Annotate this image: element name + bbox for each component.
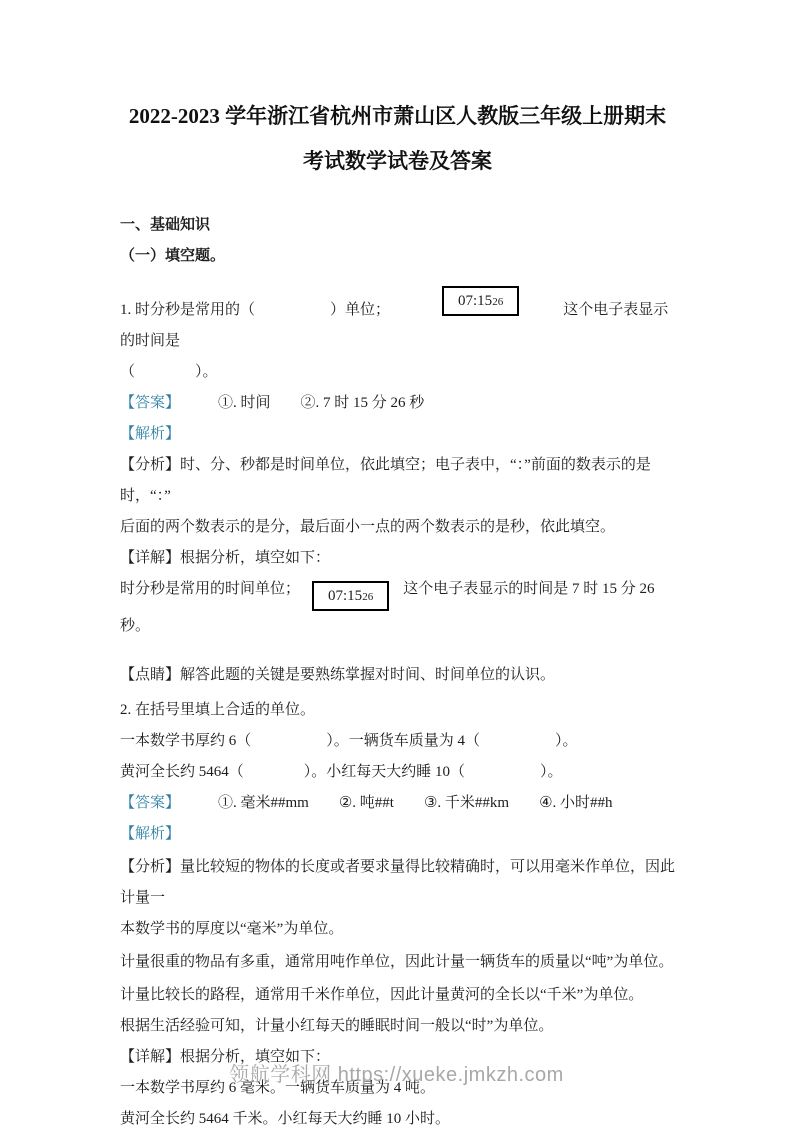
q2-detail-intro: 【详解】根据分析，填空如下：: [120, 1049, 331, 1065]
clock-time-2: 07:15: [328, 588, 363, 604]
site-watermark: 领航学科网 https://xueke.jmkzh.com: [229, 1064, 564, 1086]
q2-answer-item-4: ④. 小时##h: [539, 795, 613, 811]
document-title-line2: 考试数学试卷及答案: [303, 149, 492, 173]
q2-answer-item-3: ③. 千米##km: [423, 795, 510, 811]
q2-analysis-line2: 本数学书的厚度以“毫米”为单位。: [120, 921, 344, 937]
q1-stem-text-2: 这个电子表显示的时间是: [120, 302, 669, 349]
q2-analysis-line3: 计量很重的物品有多重，通常用吨作单位，因此计量一辆货车的质量以“吨”为单位。: [120, 954, 674, 970]
q1-analysis-line2: 后面的两个数表示的是分，最后面小一点的两个数表示的是秒，依此填空。: [120, 519, 616, 535]
q1-tip-line: 【点睛】解答此题的关键是要熟练掌握对时间、时间单位的认识。: [120, 667, 556, 683]
q1-answer-item-2: ②. 7 时 15 分 26 秒: [300, 395, 425, 411]
q1-detail-text-1: 时分秒是常用的时间单位；: [120, 581, 301, 597]
q2-answer-line: [120, 788, 675, 819]
clock-seconds-2: 26: [362, 591, 374, 603]
q1-detail-text-2: 这个电子表显示的时间是 7 时 15 分 26 秒。: [120, 581, 655, 634]
digital-clock-display-2: [312, 581, 389, 611]
q2-jiexi-label: [120, 819, 675, 850]
document-title-line1: 2022-2023 学年浙江省杭州市萧山区人教版三年级上册期末: [128, 104, 667, 128]
q2-detail-line1: 一本数学书厚约 6 毫米。一辆货车质量为 4 吨。: [120, 1080, 436, 1096]
section-heading: 一、基础知识: [120, 217, 211, 233]
question-2-stem: 2. 在括号里填上合适的单位。: [120, 702, 316, 718]
q1-detail-line: [120, 574, 675, 642]
q2-answer-item-1: ①. 毫米##mm: [218, 795, 309, 811]
q1-detail-intro: 【详解】根据分析，填空如下：: [120, 550, 331, 566]
question-1-stem: [120, 286, 675, 357]
question-2-stem-line2: 黄河全长约 5464（ ）。小红每天大约睡 10（ ）。: [120, 764, 563, 780]
section-subheading: （一）填空题。: [120, 248, 226, 264]
q2-analysis-line1: 【分析】量比较短的物体的长度或者要求量得比较精确时，可以用毫米作单位，因此计量一: [120, 859, 676, 906]
digital-clock-display: [442, 286, 519, 316]
q1-analysis-line1: 【分析】时、分、秒都是时间单位，依此填空；电子表中，“：”前面的数表示的是时，“：”: [120, 457, 651, 504]
q1-jiexi-label: [120, 419, 675, 450]
q1-stem-text-1: 1. 时分秒是常用的（ ）单位；: [120, 302, 391, 318]
q1-answer-line: [120, 388, 675, 419]
q1-answer-label: 【答案】: [120, 395, 181, 411]
clock-time: 07:15: [458, 293, 493, 309]
q2-jiexi-label-text: 【解析】: [120, 826, 181, 842]
q2-answer-item-2: ②. 吨##t: [338, 795, 394, 811]
question-2-stem-line1: 一本数学书厚约 6（ ）。一辆货车质量为 4（ ）。: [120, 733, 578, 749]
clock-seconds: 26: [492, 296, 504, 308]
q2-answer-label: 【答案】: [120, 795, 181, 811]
q1-answer-item-1: ①. 时间: [218, 395, 271, 411]
q2-analysis-line4: 计量比较长的路程，通常用千米作单位，因此计量黄河的全长以“千米”为单位。: [120, 987, 644, 1003]
q2-detail-line2: 黄河全长约 5464 千米。小红每天大约睡 10 小时。: [120, 1111, 451, 1127]
question-1-stem-line2: （ ）。: [120, 364, 218, 380]
q1-jiexi-label-text: 【解析】: [120, 426, 181, 442]
document-title: [120, 94, 675, 184]
q2-analysis-line5: 根据生活经验可知，计量小红每天的睡眠时间一般以“时”为单位。: [120, 1018, 554, 1034]
